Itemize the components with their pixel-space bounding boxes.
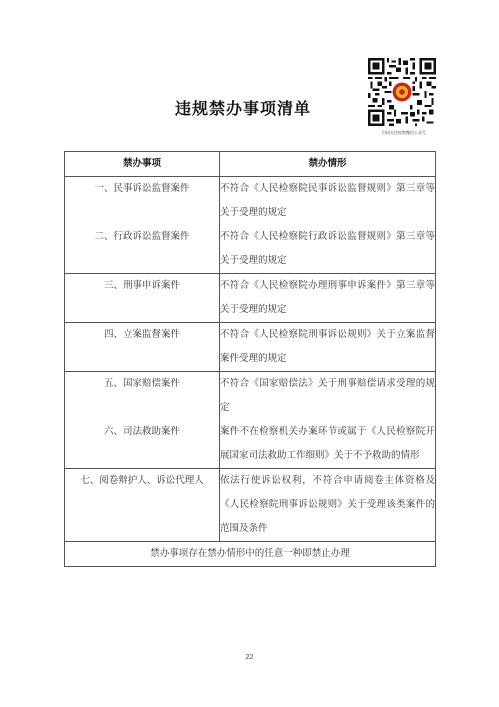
- page-title: 违规禁办事项清单: [175, 99, 312, 118]
- items-cell: [65, 372, 220, 469]
- situations-cell: [220, 177, 436, 274]
- situations-cell: [220, 323, 436, 372]
- item-label: 七、阅卷辩护人、诉讼代理人: [80, 475, 204, 486]
- situation-text: 不符合《国家赔偿法》关于刑事赔偿请求受理的规定: [220, 378, 435, 413]
- prohibited-items-table: [64, 151, 436, 567]
- qr-code-icon: [368, 58, 436, 126]
- item-label: 二、行政诉讼监督案件: [94, 231, 190, 242]
- item-label: 五、国家赔偿案件: [103, 378, 180, 389]
- table-footer-note: 禁办事项存在禁办情形中的任意一种即禁止办理: [65, 542, 436, 567]
- table-row: [65, 323, 436, 372]
- table-row: [65, 469, 436, 542]
- items-cell: [65, 274, 220, 323]
- situation-text: 依法行使诉讼权利，不符合申请阅卷主体资格及《人民检察院刑事诉讼规则》关于受理该类案件的范围及条件: [220, 475, 435, 534]
- items-cell: [65, 177, 220, 274]
- item-label: 四、立案监督案件: [103, 329, 180, 340]
- item-label: 三、刑事申诉案件: [103, 280, 180, 291]
- table-header-row: [65, 152, 436, 177]
- qr-code-block: [368, 58, 440, 136]
- table-row: [65, 274, 436, 323]
- page-number: 22: [245, 654, 254, 661]
- situation-text: 不符合《人民检察院办理刑事申诉案件》第三章等关于受理的规定: [220, 280, 435, 315]
- situation-text: 不符合《人民检察院刑事诉讼规则》关于立案监督案件受理的规定: [220, 329, 435, 364]
- situation-text: 案件不在检察机关办案环节或属于《人民检察院开展国家司法救助工作细则》关于不予救助的情形: [220, 426, 435, 461]
- situations-cell: [220, 372, 436, 469]
- situation-text: 不符合《人民检察院民事诉讼监督规则》第三章等关于受理的规定: [220, 183, 435, 218]
- situations-cell: [220, 274, 436, 323]
- items-cell: [65, 469, 220, 542]
- item-label: 六、司法救助案件: [103, 426, 180, 437]
- table-row: [65, 372, 436, 469]
- situation-text: 不符合《人民检察院行政诉讼监督规则》第三章等关于受理的规定: [220, 231, 435, 266]
- situations-cell: [220, 469, 436, 542]
- items-cell: [65, 323, 220, 372]
- column-header-situations: 禁办情形: [220, 152, 436, 177]
- table-row: [65, 177, 436, 274]
- table-footer-row: [65, 542, 436, 567]
- column-header-items: 禁办事项: [65, 152, 220, 177]
- qr-caption: 扫码关注检察微信公众号: [382, 130, 426, 135]
- item-label: 一、民事诉讼监督案件: [94, 183, 190, 194]
